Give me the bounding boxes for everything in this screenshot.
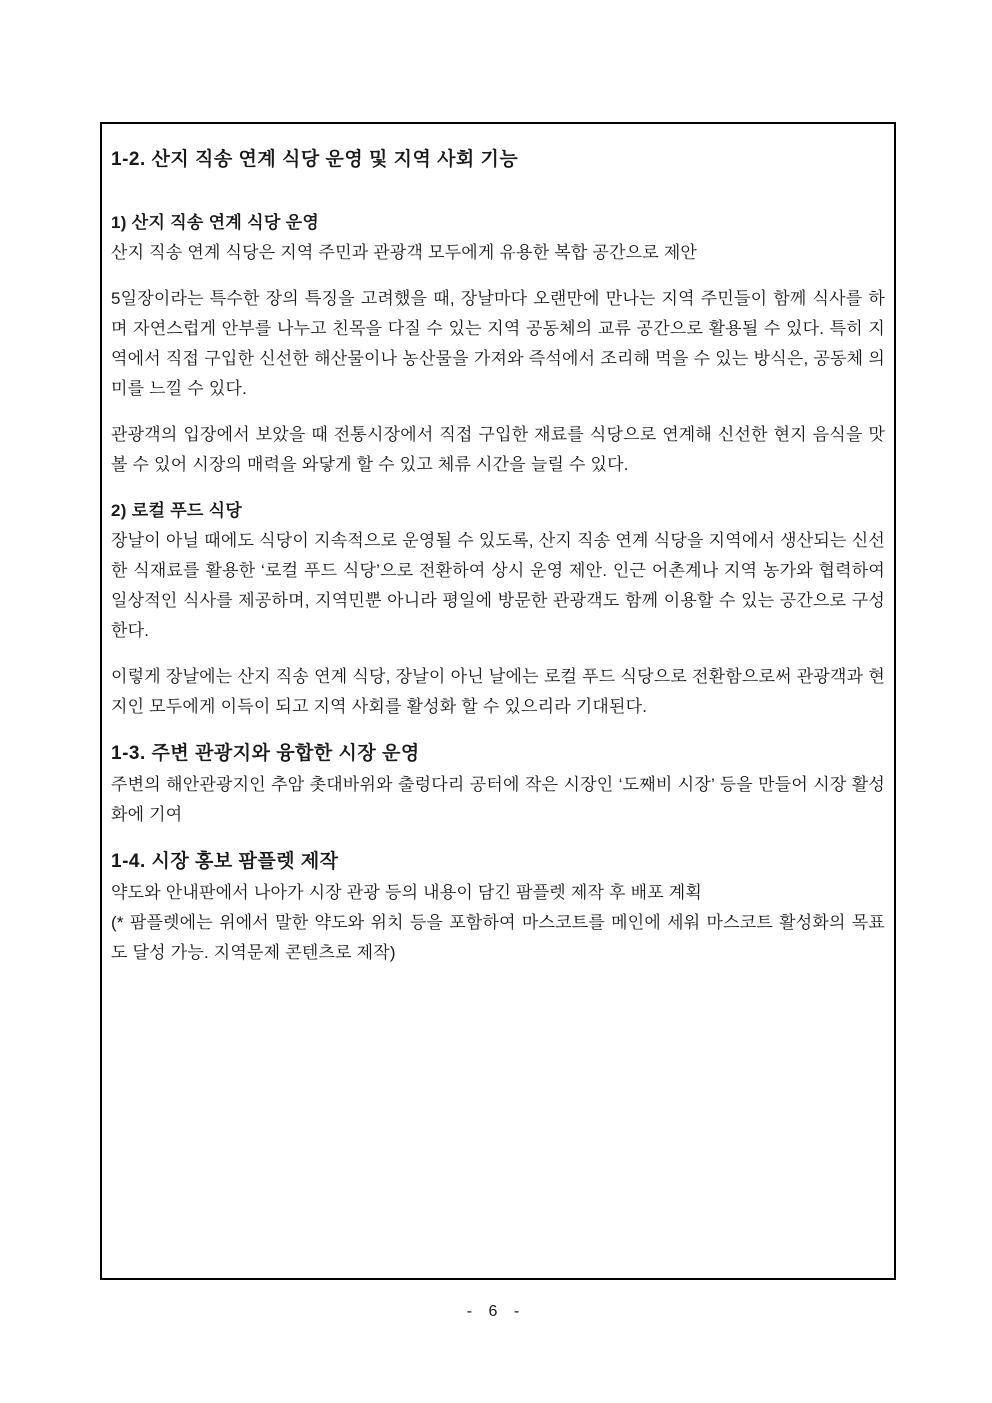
paragraph-local-food-restaurant: 장날이 아닐 때에도 식당이 지속적으로 운영될 수 있도록, 산지 직송 연계 식당을 지역에서 생산되는 신선한 식재료를 활용한 ‘로컬 푸드 식당’으로 전환하여 상시 운영 제안. 인근 어촌계나 지역 농가와 협력하여 일상적인 식사를 제공하며, 지역민뿐 아니라 평일에 방문한 관광객도 함께 이용할 수 있는 공간으로 구성한다. bbox=[111, 531, 885, 640]
paragraph-proposal: 산지 직송 연계 식당은 지역 주민과 관광객 모두에게 유용한 복합 공간으로 제안 bbox=[111, 243, 698, 262]
paragraph-market-community: 5일장이라는 특수한 장의 특징을 고려했을 때, 장날마다 오랜만에 만나는 지역 주민들이 함께 식사를 하며 자연스럽게 안부를 나누고 친목을 다질 수 있는 지역 공동체의 교류 공간으로 활용될 수 있다. 특히 지역에서 직접 구입한 신선한 해산물이나 농산물을 가져와 즉석에서 조리해 먹을 수 있는 방식은, 공동체 의미를 느낄 수 있다. bbox=[111, 289, 885, 398]
section-heading-1-3: 1-3. 주변 관광지와 융합한 시장 운영 bbox=[111, 743, 420, 764]
paragraph-conversion-benefit: 이렇게 장날에는 산지 직송 연계 식당, 장날이 아닌 날에는 로컬 푸드 식당으로 전환함으로써 관광객과 현지인 모두에게 이득이 되고 지역 사회를 활성화 할 수 있으리라 기대된다. bbox=[111, 667, 885, 716]
content-border-box bbox=[100, 122, 896, 1280]
page-number: - 6 - bbox=[466, 1303, 526, 1320]
paragraph-tourist-perspective: 관광객의 입장에서 보았을 때 전통시장에서 직접 구입한 재료를 식당으로 연계해 신선한 현지 음식을 맛 볼 수 있어 시장의 매력을 와닿게 할 수 있고 체류 시간을 늘릴 수 있다. bbox=[111, 425, 885, 474]
section-heading-1-4: 1-4. 시장 홍보 팜플렛 제작 bbox=[111, 851, 339, 872]
subsection-heading-2: 2) 로컬 푸드 식당 bbox=[111, 501, 243, 520]
paragraph-nearby-attractions: 주변의 해안관광지인 추암 촛대바위와 출렁다리 공터에 작은 시장인 ‘도째비 시장’ 등을 만들어 시장 활성화에 기여 bbox=[111, 775, 885, 824]
paragraph-pamphlet-plan: 약도와 안내판에서 나아가 시장 관광 등의 내용이 담긴 팜플렛 제작 후 배포 계획 bbox=[111, 883, 702, 902]
section-heading-1-2: 1-2. 산지 직송 연계 식당 운영 및 지역 사회 기능 bbox=[111, 149, 519, 170]
paragraph-pamphlet-note: (* 팜플렛에는 위에서 말한 약도와 위치 등을 포함하여 마스코트를 메인에 세워 마스코트 활성화의 목표도 달성 가능. 지역문제 콘텐츠로 제작) bbox=[111, 913, 885, 962]
subsection-heading-1: 1) 산지 직송 연계 식당 운영 bbox=[111, 213, 320, 232]
